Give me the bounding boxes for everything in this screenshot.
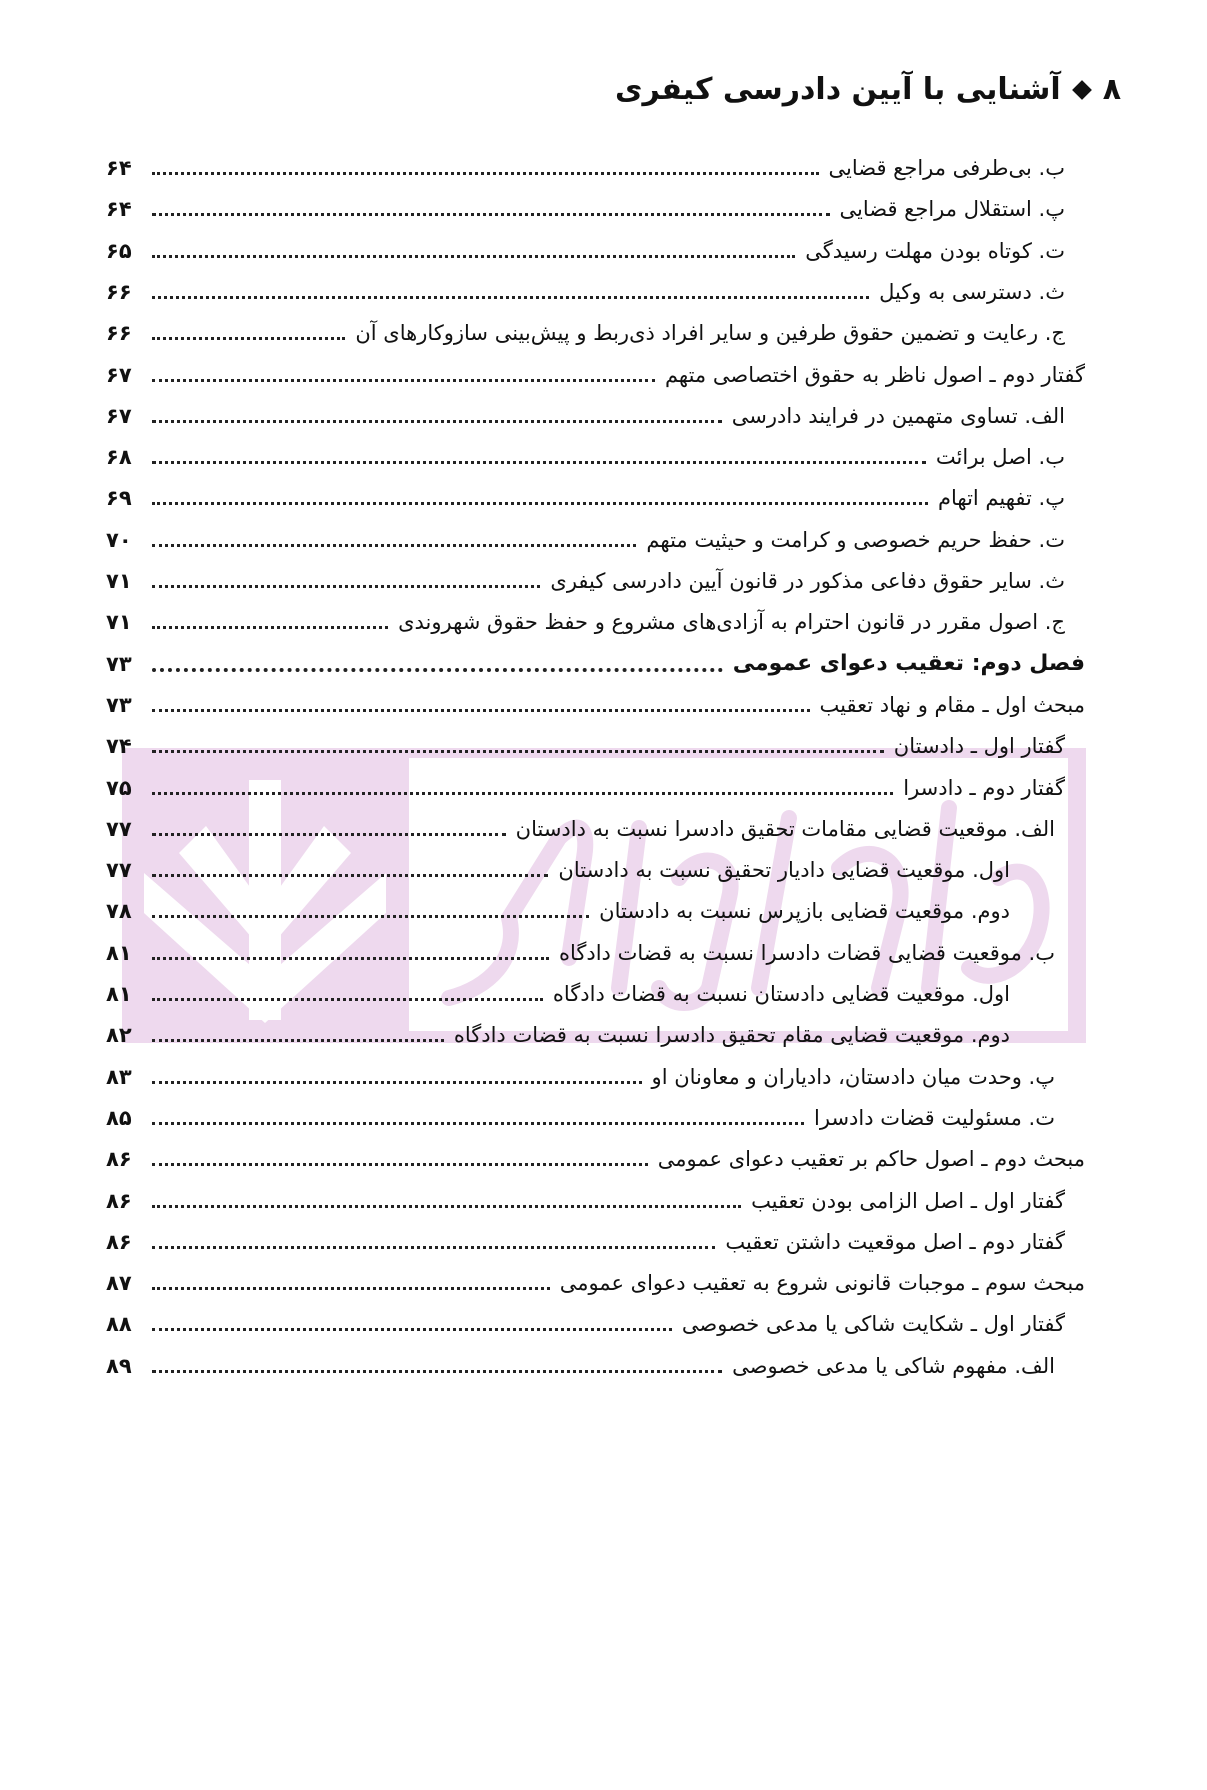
toc-entry <box>0 150 1207 186</box>
dot-leader <box>152 213 830 216</box>
toc-page-number: ۶۶ <box>106 280 132 304</box>
dot-leader <box>152 1205 741 1208</box>
dot-leader <box>152 1287 550 1290</box>
dot-leader <box>152 1122 804 1125</box>
toc-entry <box>0 439 1207 475</box>
toc-entry-title: فصل دوم: تعقیب دعوای عمومی <box>732 651 1085 676</box>
dot-leader <box>152 998 543 1001</box>
toc-entry-title: گفتار اول ـ شکایت شاکی یا مدعی خصوصی <box>681 1312 1065 1336</box>
toc-entry-title: اول. موقعیت قضایی دادستان نسبت به قضات دادگاه <box>552 982 1010 1006</box>
toc-entry <box>0 1183 1207 1219</box>
toc-page-number: ۷۴ <box>106 734 132 758</box>
toc-entry <box>0 563 1207 599</box>
toc-entry <box>0 811 1207 847</box>
toc-page-number: ۸۵ <box>106 1106 132 1130</box>
toc-page-number: ۷۱ <box>106 569 132 593</box>
toc-entry-title: دوم. موقعیت قضایی مقام تحقیق دادسرا نسبت به قضات دادگاه <box>453 1023 1010 1047</box>
dot-leader <box>152 1081 642 1084</box>
toc-entry-title: گفتار اول ـ دادستان <box>893 734 1065 758</box>
toc-page-number: ۸۱ <box>106 941 132 965</box>
toc-entry-title: پ. تفهیم اتهام <box>937 486 1065 510</box>
toc-page-number: ۷۳ <box>106 693 132 717</box>
toc-page-number: ۷۷ <box>106 817 132 841</box>
toc-entry <box>0 480 1207 516</box>
dot-leader <box>152 626 388 629</box>
page-header <box>615 72 1121 107</box>
toc-page-number: ۸۶ <box>106 1189 132 1213</box>
toc-page-number: ۷۰ <box>106 528 132 552</box>
book-title: آشنایی با آیین دادرسی کیفری <box>615 72 1061 107</box>
dot-leader <box>152 1370 722 1373</box>
dot-leader <box>152 833 506 836</box>
dot-leader <box>152 172 819 175</box>
toc-page-number: ۸۶ <box>106 1230 132 1254</box>
dot-leader <box>152 915 589 918</box>
toc-entry <box>0 522 1207 558</box>
dot-leader <box>152 420 722 423</box>
toc-entry-title: الف. موقعیت قضایی مقامات تحقیق دادسرا نسبت به دادستان <box>515 817 1055 841</box>
toc-entry-title: الف. تساوی متهمین در فرایند دادرسی <box>731 404 1065 428</box>
toc-entry-title: الف. مفهوم شاکی یا مدعی خصوصی <box>732 1354 1055 1378</box>
toc-page-number: ۶۴ <box>106 197 132 221</box>
dot-leader <box>152 379 655 382</box>
toc-page-number: ۸۸ <box>106 1312 132 1336</box>
dot-leader <box>152 1039 444 1042</box>
toc-entry <box>0 274 1207 310</box>
toc-page-number: ۶۷ <box>106 363 132 387</box>
toc-page-number: ۸۱ <box>106 982 132 1006</box>
toc-entry <box>0 687 1207 723</box>
toc-entry <box>0 1100 1207 1136</box>
dot-leader <box>152 1163 648 1166</box>
toc-entry-title: ب. اصل برائت <box>935 445 1065 469</box>
toc-entry <box>0 315 1207 351</box>
toc-entry-title: پ. استقلال مراجع قضایی <box>839 197 1065 221</box>
dot-leader <box>152 461 926 464</box>
toc-entry-title: گفتار اول ـ اصل الزامی بودن تعقیب <box>751 1189 1065 1213</box>
toc-entry-title: ت. مسئولیت قضات دادسرا <box>814 1106 1055 1130</box>
toc-entry-title: ث. سایر حقوق دفاعی مذکور در قانون آیین دادرسی کیفری <box>550 569 1065 593</box>
toc-entry-title: ج. اصول مقرر در قانون احترام به آزادی‌های مشروع و حفظ حقوق شهروندی <box>398 610 1065 634</box>
toc-entry-title: مبحث دوم ـ اصول حاکم بر تعقیب دعوای عمومی <box>657 1147 1085 1171</box>
toc-page-number: ۸۷ <box>106 1271 132 1295</box>
toc-entry-title: گفتار دوم ـ اصول ناظر به حقوق اختصاصی متهم <box>664 363 1085 387</box>
toc-page-number: ۷۸ <box>106 899 132 923</box>
toc-page-number: ۸۳ <box>106 1065 132 1089</box>
toc-entry-title: ت. حفظ حریم خصوصی و کرامت و حیثیت متهم <box>646 528 1065 552</box>
toc-entry-title: گفتار دوم ـ دادسرا <box>903 776 1065 800</box>
toc-entry-title: ب. موقعیت قضایی قضات دادسرا نسبت به قضات دادگاه <box>558 941 1055 965</box>
toc-page-number: ۶۴ <box>106 156 132 180</box>
dot-leader <box>152 957 549 960</box>
toc-entry <box>0 398 1207 434</box>
toc-page-number: ۷۳ <box>106 652 132 676</box>
toc-page-number: ۸۹ <box>106 1354 132 1378</box>
toc-page-number: ۶۷ <box>106 404 132 428</box>
toc-entry-title: مبحث اول ـ مقام و نهاد تعقیب <box>819 693 1085 717</box>
toc-entry <box>0 1017 1207 1053</box>
toc-entry-title: ب. بی‌طرفی مراجع قضایی <box>828 156 1065 180</box>
toc-entry <box>0 1265 1207 1301</box>
toc-entry <box>0 770 1207 806</box>
toc-entry <box>0 1306 1207 1342</box>
toc-entry <box>0 1141 1207 1177</box>
toc-page-number: ۶۹ <box>106 486 132 510</box>
toc-entry <box>0 976 1207 1012</box>
diamond-icon <box>1072 80 1092 100</box>
toc-entry-title: گفتار دوم ـ اصل موقعیت داشتن تعقیب <box>725 1230 1065 1254</box>
dot-leader <box>152 585 540 588</box>
toc-page-number: ۶۸ <box>106 445 132 469</box>
dot-leader <box>152 1246 715 1249</box>
toc-entry <box>0 604 1207 640</box>
dot-leader <box>152 255 795 258</box>
dot-leader <box>152 709 810 712</box>
dot-leader <box>152 337 345 340</box>
toc-page-number: ۶۶ <box>106 321 132 345</box>
toc-page-number: ۷۵ <box>106 776 132 800</box>
toc-page-number: ۷۱ <box>106 610 132 634</box>
toc-entry <box>0 357 1207 393</box>
toc-entry-title: ت. کوتاه بودن مهلت رسیدگی <box>805 239 1065 263</box>
toc-entry <box>0 233 1207 269</box>
toc-entry <box>0 852 1207 888</box>
toc-page-number: ۸۲ <box>106 1023 132 1047</box>
toc-entry-title: دوم. موقعیت قضایی بازپرس نسبت به دادستان <box>599 899 1010 923</box>
page-number: ۸ <box>1102 72 1121 107</box>
toc-entry-title: پ. وحدت میان دادستان، دادیاران و معاونان او <box>651 1065 1055 1089</box>
toc-page-number: ۸۶ <box>106 1147 132 1171</box>
toc-entry <box>0 893 1207 929</box>
toc-entry-title: ج. رعایت و تضمین حقوق طرفین و سایر افراد ذی‌ربط و پیش‌بینی سازوکارهای آن <box>355 321 1065 345</box>
toc-entry <box>0 1224 1207 1260</box>
dot-leader <box>152 1328 672 1331</box>
toc-entry <box>0 1348 1207 1384</box>
toc-entry <box>0 728 1207 764</box>
dot-leader <box>152 874 548 877</box>
toc-entry <box>0 646 1207 682</box>
dot-leader <box>152 502 928 505</box>
toc-entry <box>0 935 1207 971</box>
toc-page-number: ۶۵ <box>106 239 132 263</box>
dot-leader <box>152 750 884 753</box>
toc-entry-title: مبحث سوم ـ موجبات قانونی شروع به تعقیب دعوای عمومی <box>559 1271 1085 1295</box>
dot-leader <box>152 544 636 547</box>
dot-leader <box>152 792 893 795</box>
toc-entry-title: ث. دسترسی به وکیل <box>879 280 1065 304</box>
toc-entry <box>0 191 1207 227</box>
toc-page-number: ۷۷ <box>106 858 132 882</box>
dot-leader <box>152 668 723 672</box>
dot-leader <box>152 296 869 299</box>
toc-entry-title: اول. موقعیت قضایی دادیار تحقیق نسبت به دادستان <box>558 858 1010 882</box>
toc-entry <box>0 1059 1207 1095</box>
